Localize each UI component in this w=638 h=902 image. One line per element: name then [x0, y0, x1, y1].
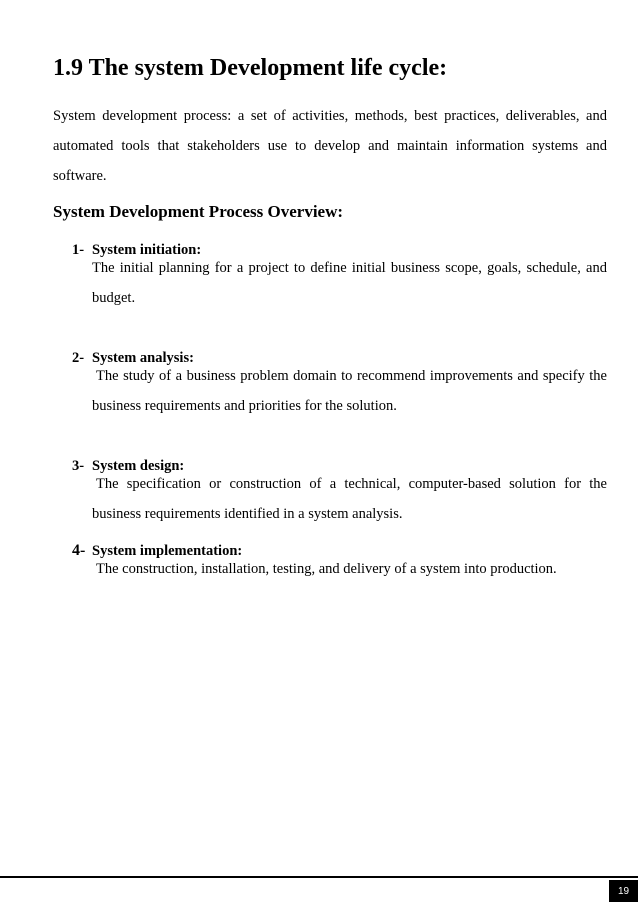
list-item-system-initiation — [72, 241, 607, 313]
item-description: The initial planning for a project to define initial business scope, goals, schedule, and budget. — [92, 260, 607, 306]
intro-paragraph: System development process: a set of activities, methods, best practices, deliverables, and automated tools that stakeholders use to develop and maintain information systems and software. — [53, 108, 607, 184]
item-heading: System analysis: — [92, 350, 194, 366]
list-item-system-analysis — [72, 349, 607, 421]
footer-rule — [0, 876, 638, 878]
item-number: 3- — [72, 458, 85, 474]
item-number: 2- — [72, 350, 85, 366]
list-item-system-implementation — [72, 542, 607, 584]
item-number: 4- — [72, 542, 86, 559]
list-item-system-design — [72, 457, 607, 529]
item-description: The specification or construction of a technical, computer-based solution for the business requirements identified in a system analysis. — [92, 476, 607, 522]
item-description: The construction, installation, testing, and delivery of a system into production. — [96, 561, 557, 577]
page-number: 19 — [609, 880, 638, 902]
item-heading: System initiation: — [92, 242, 202, 258]
item-number: 1- — [72, 242, 85, 258]
overview-heading: System Development Process Overview: — [53, 202, 344, 221]
item-heading: System design: — [92, 458, 185, 474]
page-title: 1.9 The system Development life cycle: — [53, 55, 448, 81]
item-description: The study of a business problem domain to recommend improvements and specify the business requirements and priorities for the solution. — [92, 368, 607, 414]
item-heading: System implementation: — [92, 543, 243, 559]
